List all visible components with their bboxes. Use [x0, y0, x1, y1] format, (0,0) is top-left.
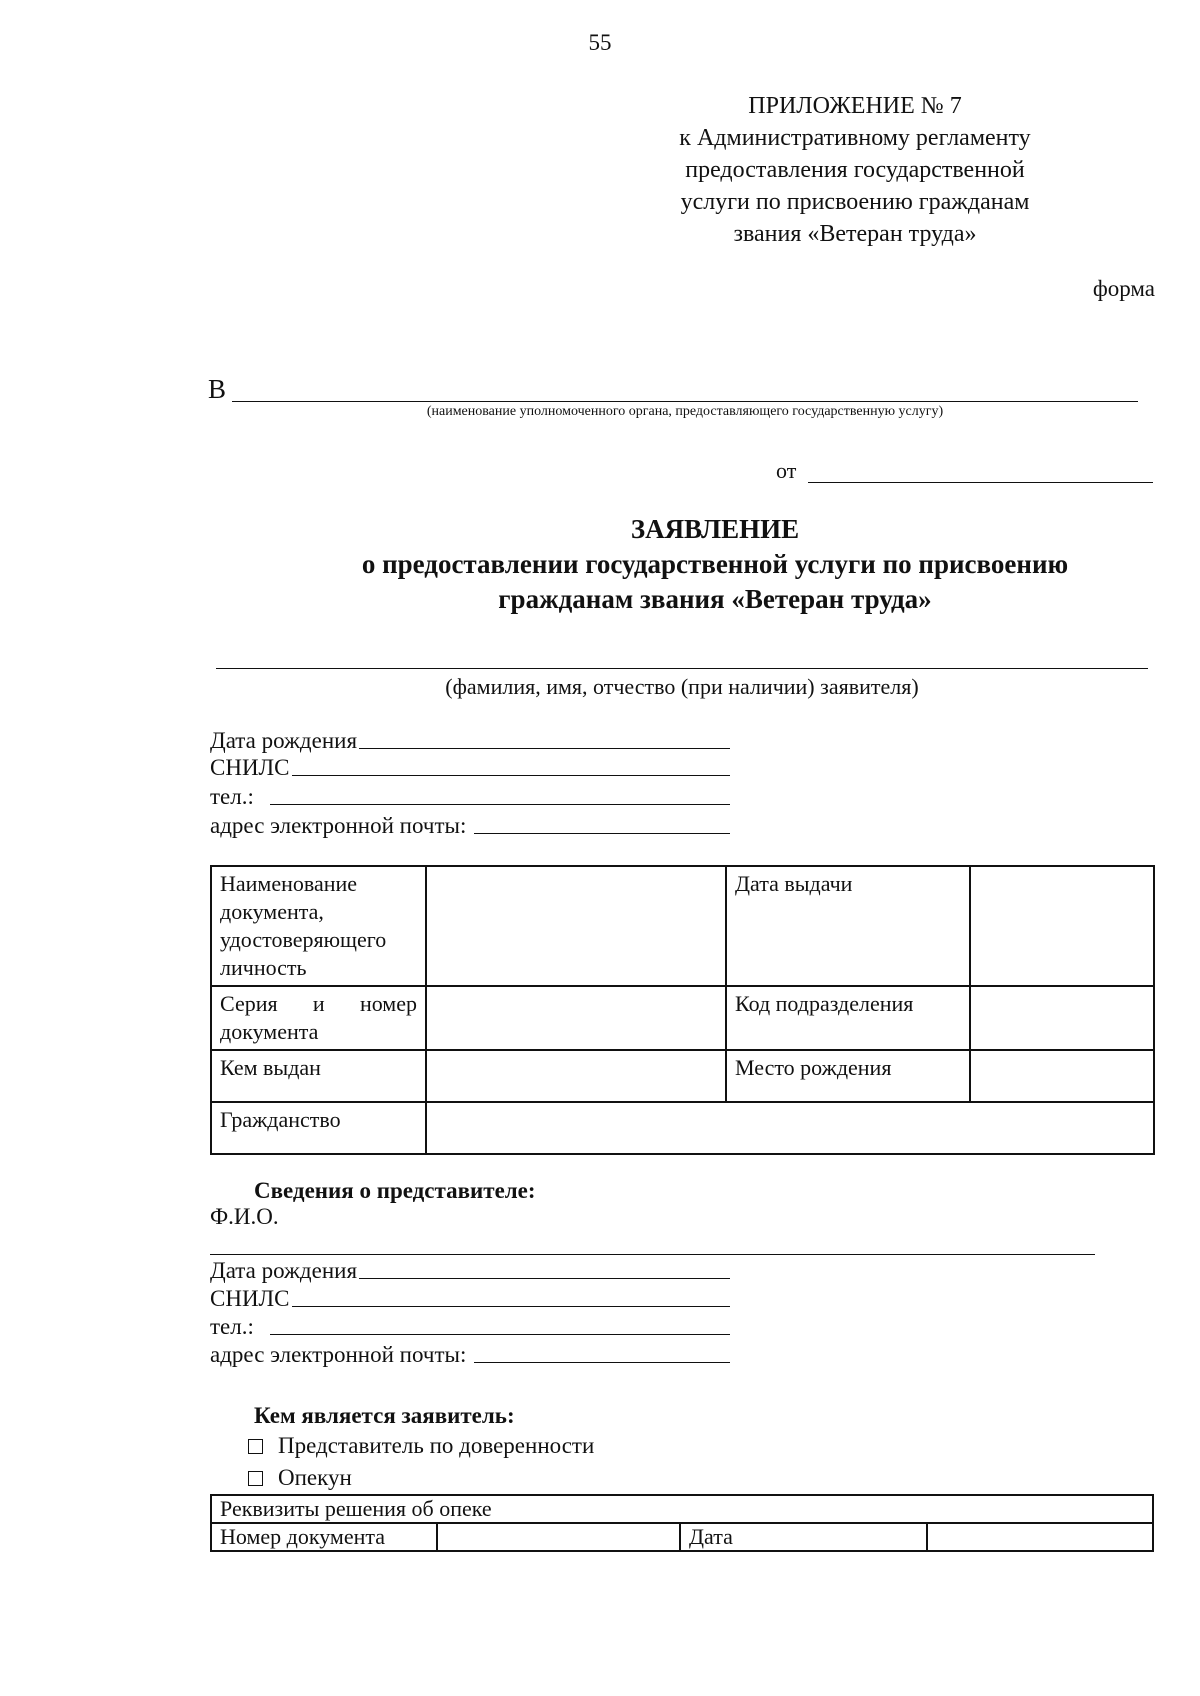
issued-by-label: Кем выдан: [211, 1050, 426, 1102]
rep-phone-row: [210, 1312, 730, 1340]
citizenship-cell[interactable]: [426, 1102, 1154, 1154]
division-code-label: Код подразделения: [726, 986, 970, 1050]
rep-phone-field[interactable]: [270, 1334, 730, 1335]
option-proxy: [248, 1433, 594, 1459]
rep-snils-label: СНИЛС: [210, 1286, 290, 1311]
rep-birth-date-row: [210, 1256, 730, 1284]
guardianship-header: Реквизиты решения об опеке: [211, 1495, 1153, 1523]
appendix-line-1: к Административному регламенту: [679, 125, 1031, 151]
checkbox-icon[interactable]: [248, 1439, 263, 1454]
rep-email-row: [210, 1340, 730, 1368]
snils-label: СНИЛС: [210, 755, 290, 780]
email-field[interactable]: [474, 833, 730, 834]
option-guardian: [248, 1465, 352, 1491]
representative-fio-field[interactable]: [210, 1254, 1095, 1255]
birth-place-label: Место рождения: [726, 1050, 970, 1102]
birth-date-field[interactable]: [359, 748, 730, 749]
applicant-role-heading: Кем является заявитель:: [254, 1403, 515, 1428]
applicant-name-hint: (фамилия, имя, отчество (при наличии) заявителя): [445, 674, 919, 699]
series-word: Серия: [220, 991, 278, 1016]
guardianship-table: [210, 1494, 1154, 1552]
series-number-label: [211, 986, 426, 1050]
rep-birth-date-label: Дата рождения: [210, 1258, 358, 1283]
issued-by-cell[interactable]: [426, 1050, 726, 1102]
identity-document-table: [210, 865, 1155, 1155]
from-field[interactable]: [808, 482, 1153, 483]
rep-phone-label: тел.:: [210, 1314, 254, 1339]
document-word: документа: [220, 1019, 319, 1044]
rep-email-field[interactable]: [474, 1362, 730, 1363]
applicant-email-row: [210, 811, 730, 839]
issue-date-label: Дата выдачи: [726, 866, 970, 986]
rep-email-label: адрес электронной почты:: [210, 1342, 467, 1367]
birth-date-label: Дата рождения: [210, 728, 358, 753]
form-label: форма: [1092, 276, 1155, 301]
birth-place-cell[interactable]: [970, 1050, 1154, 1102]
rep-snils-field[interactable]: [292, 1306, 730, 1307]
recipient-prefix: В: [208, 374, 227, 404]
guardianship-doc-number-label: Номер документа: [211, 1523, 437, 1551]
page-number: 55: [588, 30, 612, 55]
guardianship-doc-number-cell[interactable]: [437, 1523, 680, 1551]
division-code-cell[interactable]: [970, 986, 1154, 1050]
applicant-phone-row: [210, 782, 730, 810]
applicant-birth-date-row: [210, 726, 730, 754]
representative-heading: Сведения о представителе:: [254, 1178, 536, 1203]
appendix-line-3: услуги по присвоению гражданам: [680, 189, 1030, 215]
doc-name-label: Наименование документа, удостоверяющего личность: [211, 866, 426, 986]
applicant-name-field[interactable]: [216, 668, 1148, 669]
option-proxy-label: Представитель по доверенности: [278, 1433, 595, 1458]
title-line-2: о предоставлении государственной услуги по присвоению: [361, 549, 1069, 579]
email-label: адрес электронной почты:: [210, 813, 467, 838]
doc-name-cell[interactable]: [426, 866, 726, 986]
number-word: номер: [359, 991, 417, 1016]
appendix-block: [645, 90, 1065, 250]
phone-label: тел.:: [210, 784, 254, 809]
issue-date-cell[interactable]: [970, 866, 1154, 986]
title-line-1: ЗАЯВЛЕНИЕ: [630, 514, 800, 544]
representative-fio-label: Ф.И.О.: [210, 1204, 279, 1229]
rep-birth-date-field[interactable]: [359, 1278, 730, 1279]
phone-field[interactable]: [270, 804, 730, 805]
from-label: от: [776, 458, 797, 483]
and-word: и: [312, 991, 325, 1016]
document-title: [0, 512, 1200, 617]
recipient-hint: (наименование уполномоченного органа, предоставляющего государственную услугу): [426, 404, 944, 419]
snils-field[interactable]: [292, 775, 730, 776]
series-number-cell[interactable]: [426, 986, 726, 1050]
appendix-line-4: звания «Ветеран труда»: [733, 221, 977, 247]
rep-snils-row: [210, 1284, 730, 1312]
citizenship-label: Гражданство: [211, 1102, 426, 1154]
guardianship-date-cell[interactable]: [927, 1523, 1153, 1551]
guardianship-date-label: Дата: [680, 1523, 927, 1551]
applicant-snils-row: [210, 753, 730, 781]
checkbox-icon[interactable]: [248, 1471, 263, 1486]
appendix-title: ПРИЛОЖЕНИЕ № 7: [748, 93, 962, 119]
appendix-line-2: предоставления государственной: [685, 157, 1025, 183]
option-guardian-label: Опекун: [278, 1465, 352, 1490]
recipient-field[interactable]: [232, 401, 1138, 402]
title-line-3: гражданам звания «Ветеран труда»: [498, 584, 932, 614]
